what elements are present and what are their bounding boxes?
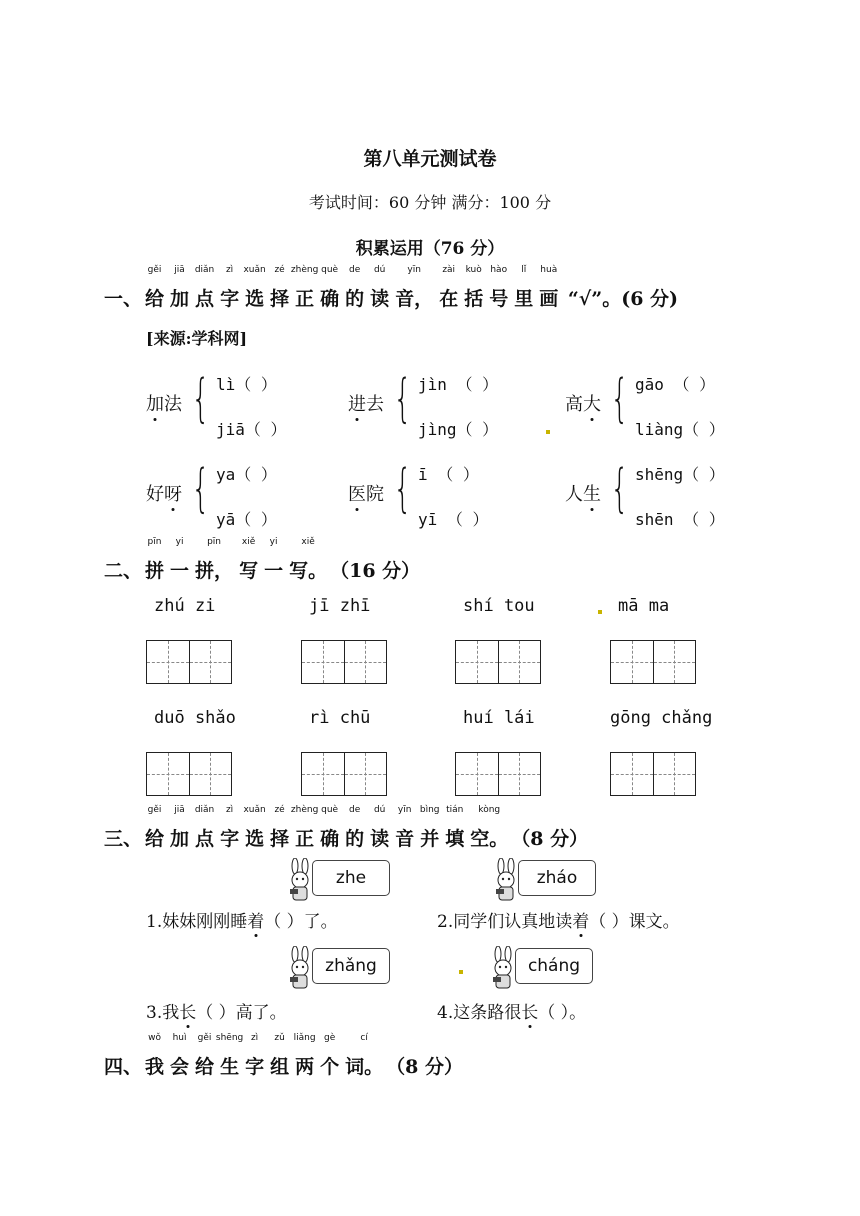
grid-cell[interactable] (456, 753, 499, 795)
word-char: 呀 (164, 480, 182, 506)
pinyin-annotation: wǒ (148, 1033, 161, 1043)
hanzi: 的 (345, 288, 365, 310)
hanzi: 给 (145, 828, 165, 850)
hanzi: 拼 (145, 560, 165, 582)
brace-icon: { (610, 369, 629, 429)
brace-icon: { (393, 459, 412, 519)
hanzi: 正 (295, 288, 315, 310)
exam-info: 考试时间：60 分钟 满分：100 分 (308, 193, 552, 212)
pinyin-annotation: yīn (397, 805, 412, 815)
hanzi: 括 (464, 288, 484, 310)
grid-cell[interactable] (345, 641, 387, 683)
hanzi: 正 (295, 828, 315, 850)
question-score: “√”。(6 分) (561, 288, 679, 310)
hanzi: 点 (195, 828, 215, 850)
hanzi: 给 (195, 1056, 215, 1078)
word-char: 法 (164, 394, 182, 415)
pinyin-annotation: shēng (215, 1033, 244, 1043)
grid-cell[interactable] (302, 753, 345, 795)
pinyin-word: mā ma (618, 596, 670, 616)
hanzi: 会 (170, 1056, 190, 1078)
pinyin-annotation: huà (540, 265, 558, 275)
pinyin-annotation: dú (373, 805, 386, 815)
pinyin-annotation: hào (490, 265, 508, 275)
ruby-char (442, 805, 467, 851)
pinyin-card: zhe (312, 860, 390, 896)
hanzi: 字 (220, 828, 240, 850)
pinyin-annotation: pīn (147, 537, 162, 547)
word-4 (348, 480, 384, 506)
scan-mark (546, 430, 550, 434)
question-score: （8 分） (386, 1056, 463, 1078)
ruby-char (142, 265, 167, 311)
sentence-text: 3.我 (146, 1003, 180, 1023)
ruby-char (417, 805, 442, 851)
ruby-char (236, 537, 261, 583)
question-score: （16 分） (330, 560, 421, 582)
answer-blank[interactable]: （ ）。 (538, 1003, 587, 1023)
pinyin-annotation: diǎn (194, 805, 215, 815)
hanzi: 写 (239, 560, 259, 582)
question-number: 二、 (104, 560, 143, 582)
pinyin-card: zhǎng (312, 948, 390, 984)
pinyin-annotation: yi (269, 537, 278, 547)
bunny-icon (286, 858, 314, 902)
word-char: 加 (146, 390, 164, 416)
hanzi: 两 (295, 1056, 315, 1078)
hanzi: 点 (195, 288, 215, 310)
grid-cell[interactable] (654, 753, 696, 795)
ruby-char (461, 265, 486, 311)
brace-icon: { (393, 369, 412, 429)
pinyin-annotation: xiě (241, 537, 256, 547)
ruby-char (536, 265, 561, 311)
ruby-char (217, 805, 242, 851)
ruby-char (267, 805, 292, 851)
hanzi: 加 (170, 828, 190, 850)
bunny-icon (286, 946, 314, 990)
answer-blank[interactable]: （ ）了。 (264, 912, 338, 932)
pinyin-annotation: zì (225, 805, 234, 815)
pinyin-annotation: zài (442, 265, 456, 275)
grid-cell[interactable] (499, 753, 541, 795)
ruby-char (142, 537, 167, 583)
ruby-char (486, 265, 511, 311)
hanzi: 择 (270, 288, 290, 310)
pinyin-card: cháng (515, 948, 593, 984)
word-2 (565, 390, 601, 416)
ruby-char (317, 1033, 342, 1079)
ruby-char (290, 265, 319, 311)
hanzi: 音， (395, 288, 434, 310)
pinyin-annotation: què (321, 805, 339, 815)
hanzi: 在 (439, 288, 459, 310)
question-4-heading (104, 1033, 463, 1079)
word-0 (146, 390, 182, 416)
word-char: 高 (565, 394, 583, 415)
pinyin-option: jìn （ ） (418, 375, 499, 394)
hanzi: 生 (220, 1056, 240, 1078)
hanzi: 择 (270, 828, 290, 850)
hanzi: 写。 (289, 560, 328, 582)
ruby-char (317, 265, 342, 311)
ruby-char (192, 1033, 217, 1079)
ruby-char (292, 1033, 317, 1079)
word-5 (565, 480, 601, 506)
answer-blank[interactable]: （ ）高了。 (196, 1003, 287, 1023)
question-3-heading (104, 805, 589, 851)
source-note: [来源:学科网] (146, 329, 248, 348)
word-char: 好 (146, 484, 164, 505)
hanzi: 组 (270, 1056, 290, 1078)
pinyin-option: lì（ ） (216, 375, 277, 394)
sentence-text: 1.妹妹刚刚睡 (146, 912, 248, 932)
ruby-char (142, 805, 167, 851)
fill-sentence (437, 907, 680, 932)
ruby-char (167, 805, 192, 851)
fill-sentence (146, 998, 287, 1023)
word-char: 医 (348, 480, 366, 506)
pinyin-annotation: de (349, 265, 361, 275)
part-heading: 积累运用（76 分） (355, 239, 505, 259)
sentence-text: 2.同学们认真地读 (437, 912, 573, 932)
dotted-char: 着 (247, 907, 264, 932)
writing-grid[interactable] (455, 752, 541, 796)
hanzi: 号 (489, 288, 509, 310)
bunny-icon (492, 858, 520, 902)
pinyin-annotation: diǎn (194, 265, 215, 275)
ruby-char (436, 265, 461, 311)
pinyin-annotation: liǎng (293, 1033, 316, 1043)
hanzi: 我 (145, 1056, 165, 1078)
ruby-char (392, 265, 436, 311)
ruby-char (192, 537, 236, 583)
fill-sentence (437, 998, 586, 1023)
question-number: 四、 (104, 1056, 143, 1078)
writing-grid[interactable] (610, 640, 696, 684)
page-title: 第八单元测试卷 (363, 148, 497, 170)
pinyin-annotation: zé (274, 265, 285, 275)
question-2-heading (104, 537, 421, 583)
ruby-char (242, 805, 267, 851)
question-number: 一、 (104, 288, 143, 310)
pinyin-option: jìng（ ） (418, 420, 499, 439)
ruby-char (192, 265, 217, 311)
scan-mark (598, 610, 602, 614)
ruby-char (167, 265, 192, 311)
pinyin-option: liàng（ ） (635, 420, 725, 439)
hanzi: 选 (245, 828, 265, 850)
grid-cell[interactable] (456, 641, 499, 683)
word-char: 生 (583, 480, 601, 506)
writing-grid[interactable] (146, 640, 232, 684)
ruby-char (290, 805, 319, 851)
hanzi: 填 (445, 828, 465, 850)
dotted-char: 长 (179, 998, 196, 1023)
question-text (142, 805, 511, 850)
word-1 (348, 390, 384, 416)
hanzi: 空。 (470, 828, 509, 850)
word-char: 进 (348, 390, 366, 416)
grid-cell[interactable] (499, 641, 541, 683)
pinyin-annotation: pīn (207, 537, 222, 547)
pinyin-annotation: gěi (147, 805, 162, 815)
pinyin-annotation: zǔ (274, 1033, 285, 1043)
pinyin-word: duō shǎo (154, 708, 236, 728)
question-score: （8 分） (511, 828, 589, 850)
pinyin-option: yā（ ） (216, 510, 277, 529)
dotted-char: 着 (572, 907, 589, 932)
pinyin-annotation: xuǎn (243, 805, 266, 815)
pinyin-option: jiā（ ） (216, 420, 287, 439)
word-char: 去 (366, 394, 384, 415)
grid-cell[interactable] (190, 641, 232, 683)
writing-grid[interactable] (301, 640, 387, 684)
writing-grid[interactable] (301, 752, 387, 796)
grid-cell[interactable] (345, 753, 387, 795)
ruby-char (167, 537, 192, 583)
pinyin-annotation: zì (225, 265, 234, 275)
pinyin-annotation: lǐ (521, 265, 527, 275)
pinyin-annotation: huì (172, 1033, 187, 1043)
hanzi: 给 (145, 288, 165, 310)
hanzi: 并 (420, 828, 440, 850)
ruby-char (367, 805, 392, 851)
question-1-heading (104, 265, 679, 311)
grid-cell[interactable] (147, 753, 190, 795)
ruby-char (342, 805, 367, 851)
question-text (142, 265, 561, 310)
ruby-char (286, 537, 330, 583)
pinyin-annotation: xiě (301, 537, 315, 547)
pinyin-option: shēng（ ） (635, 465, 725, 484)
writing-grid[interactable] (455, 640, 541, 684)
ruby-char (192, 805, 217, 851)
writing-grid[interactable] (146, 752, 232, 796)
pinyin-option: ī （ ） (418, 465, 479, 484)
pinyin-annotation: jiā (174, 265, 185, 275)
brace-icon: { (191, 369, 210, 429)
pinyin-annotation: zhèng (290, 805, 319, 815)
answer-blank[interactable]: （ ）课文。 (589, 912, 680, 932)
ruby-char (215, 1033, 244, 1079)
ruby-char (267, 265, 292, 311)
hanzi: 确 (320, 288, 340, 310)
hanzi: 音 (395, 828, 415, 850)
pinyin-word: huí lái (463, 708, 535, 728)
pinyin-word: shí tou (463, 596, 535, 616)
hanzi: 读 (370, 288, 390, 310)
ruby-char (242, 1033, 267, 1079)
writing-grid[interactable] (610, 752, 696, 796)
ruby-char (167, 1033, 192, 1079)
brace-icon: { (191, 459, 210, 519)
pinyin-annotation: yīn (407, 265, 421, 275)
pinyin-option: ya（ ） (216, 465, 277, 484)
grid-cell[interactable] (302, 641, 345, 683)
ruby-char (367, 265, 392, 311)
pinyin-annotation: kòng (478, 805, 501, 815)
hanzi: 字 (220, 288, 240, 310)
ruby-char (342, 1033, 386, 1079)
bunny-icon (489, 946, 517, 990)
pinyin-word: zhú zi (154, 596, 216, 616)
hanzi: 的 (345, 828, 365, 850)
grid-cell[interactable] (611, 753, 654, 795)
hanzi: 里 (514, 288, 534, 310)
pinyin-annotation: zì (250, 1033, 259, 1043)
hanzi: 读 (370, 828, 390, 850)
pinyin-option: shēn （ ） (635, 510, 725, 529)
word-char: 人 (565, 484, 583, 505)
pinyin-annotation: gěi (197, 1033, 212, 1043)
grid-cell[interactable] (190, 753, 232, 795)
sentence-text: 4.这条路很 (437, 1003, 522, 1023)
ruby-char (342, 265, 367, 311)
ruby-char (317, 805, 342, 851)
brace-icon: { (610, 459, 629, 519)
pinyin-word: jī zhī (309, 596, 371, 616)
hanzi: 加 (170, 288, 190, 310)
hanzi: 画 (539, 288, 559, 310)
ruby-char (261, 537, 286, 583)
ruby-char (217, 265, 242, 311)
dotted-char: 长 (521, 998, 538, 1023)
pinyin-option: gāo （ ） (635, 375, 716, 394)
hanzi: 一 (170, 560, 190, 582)
question-text (142, 1033, 386, 1078)
pinyin-annotation: xuǎn (243, 265, 266, 275)
pinyin-word: gōng chǎng (610, 708, 713, 728)
pinyin-annotation: de (349, 805, 361, 815)
ruby-char (242, 265, 267, 311)
hanzi: 字 (245, 1056, 265, 1078)
pinyin-annotation: cí (360, 1033, 368, 1043)
hanzi: 选 (245, 288, 265, 310)
pinyin-annotation: jiā (174, 805, 185, 815)
word-3 (146, 480, 182, 506)
pinyin-annotation: zhèng (290, 265, 319, 275)
pinyin-word: rì chū (309, 708, 371, 728)
pinyin-annotation: gěi (147, 265, 162, 275)
hanzi: 个 (320, 1056, 340, 1078)
pinyin-annotation: zé (274, 805, 285, 815)
pinyin-annotation: yi (175, 537, 184, 547)
hanzi: 词。 (345, 1056, 384, 1078)
pinyin-annotation: què (321, 265, 339, 275)
ruby-char (511, 265, 536, 311)
pinyin-option: yī （ ） (418, 510, 489, 529)
pinyin-annotation: bìng (419, 805, 440, 815)
ruby-char (467, 805, 511, 851)
pinyin-annotation: gè (324, 1033, 336, 1043)
question-number: 三、 (104, 828, 143, 850)
question-text (142, 537, 330, 582)
hanzi: 一 (264, 560, 284, 582)
grid-cell[interactable] (147, 641, 190, 683)
grid-cell[interactable] (611, 641, 654, 683)
hanzi: 确 (320, 828, 340, 850)
word-char: 院 (366, 484, 384, 505)
ruby-char (142, 1033, 167, 1079)
ruby-char (392, 805, 417, 851)
pinyin-annotation: kuò (465, 265, 482, 275)
ruby-char (267, 1033, 292, 1079)
pinyin-annotation: dú (373, 265, 386, 275)
pinyin-annotation: tián (446, 805, 464, 815)
pinyin-card: zháo (518, 860, 596, 896)
grid-cell[interactable] (654, 641, 696, 683)
fill-sentence (146, 907, 338, 932)
word-char: 大 (583, 390, 601, 416)
scan-mark (459, 970, 463, 974)
hanzi: 拼， (195, 560, 234, 582)
